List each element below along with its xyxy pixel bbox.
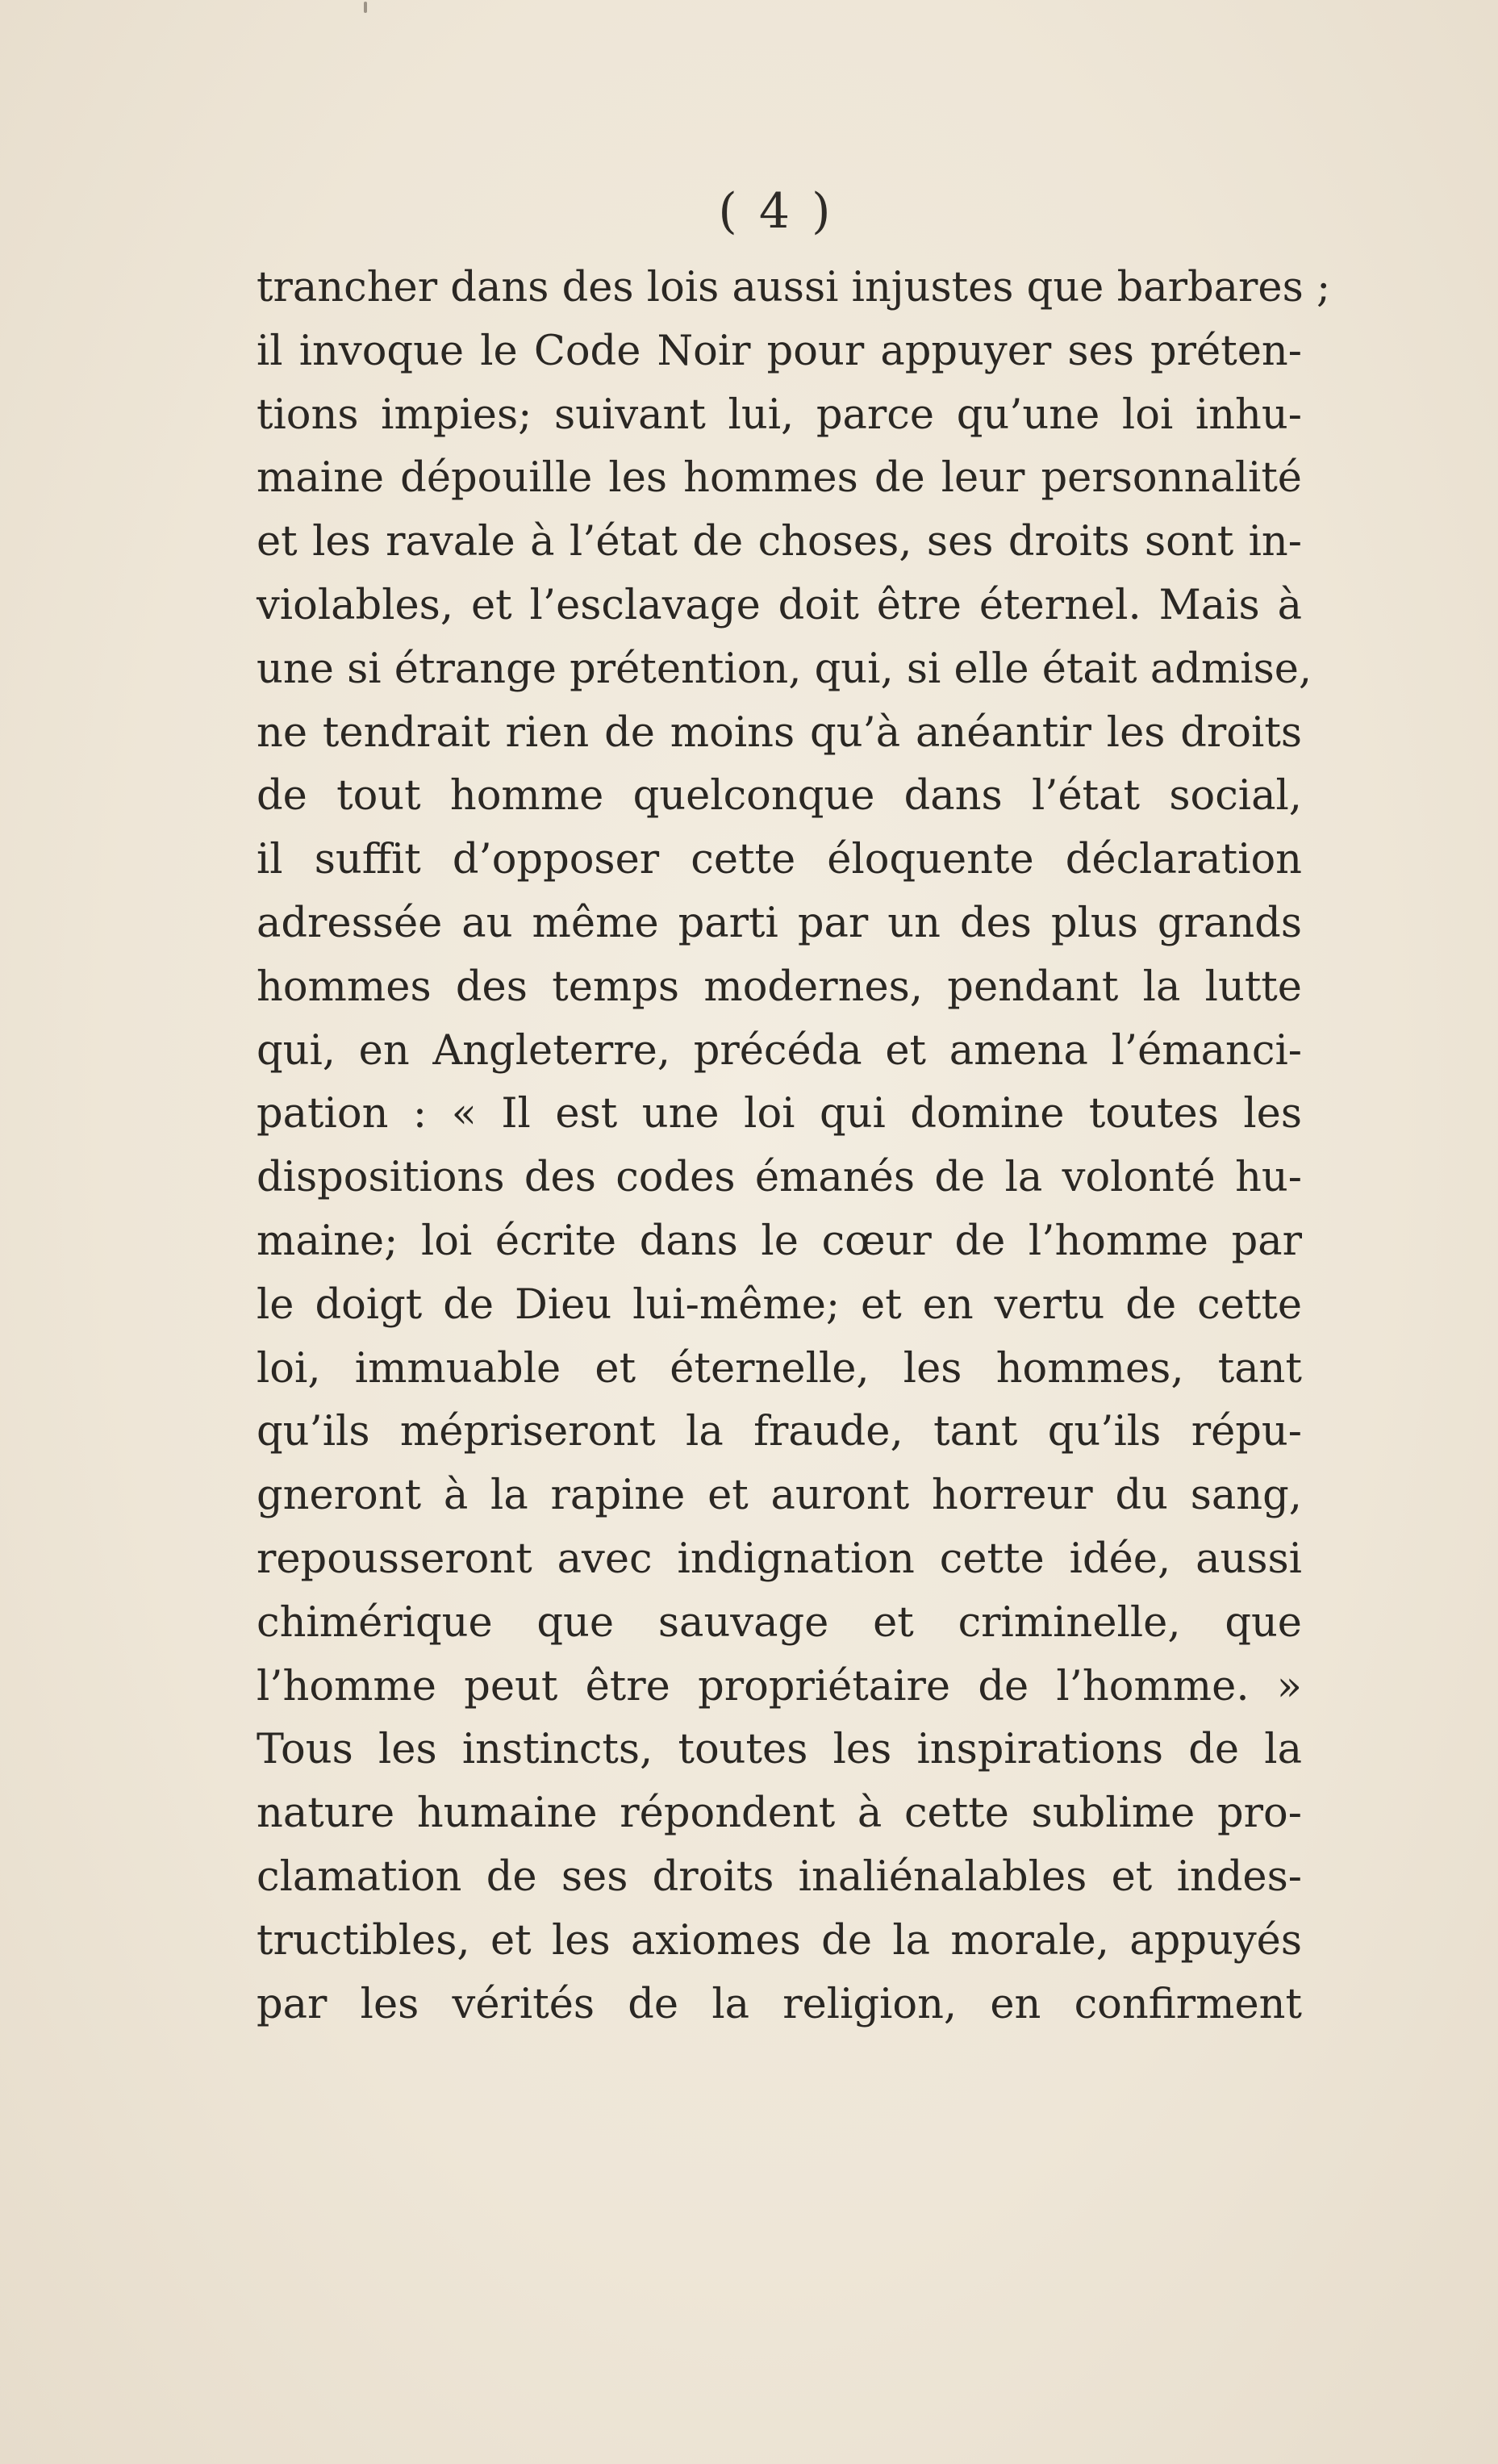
text-line: et les ravale à l’état de choses, ses droits sont in-: [257, 518, 1302, 566]
text-line: tions impies; suivant lui, parce qu’une loi inhu-: [257, 390, 1302, 439]
text-line: par les vérités de la religion, en confirment: [257, 1980, 1302, 2028]
text-line: de tout homme quelconque dans l’état social,: [257, 772, 1302, 821]
text-line: gneront à la rapine et auront horreur du sang,: [257, 1472, 1302, 1520]
ink-speck: [364, 2, 367, 13]
text-line: maine dépouille les hommes de leur personnalité: [257, 454, 1302, 503]
text-line: l’homme peut être propriétaire de l’homme. »: [257, 1662, 1302, 1710]
page-number: ( 4 ): [718, 183, 834, 240]
text-line: il invoque le Code Noir pour appuyer ses préten-: [257, 327, 1302, 375]
text-line: violables, et l’esclavage doit être éternel. Mais à: [257, 581, 1302, 629]
text-line: loi, immuable et éternelle, les hommes, tant: [257, 1344, 1302, 1393]
text-line: maine; loi écrite dans le cœur de l’homme par: [257, 1217, 1302, 1265]
text-line: le doigt de Dieu lui-même; et en vertu de cette: [257, 1280, 1302, 1329]
text-line: qui, en Angleterre, précéda et amena l’émanci-: [257, 1026, 1302, 1075]
text-line: pation : « Il est une loi qui domine toutes les: [257, 1090, 1302, 1138]
text-line: ne tendrait rien de moins qu’à anéantir les droits: [257, 708, 1302, 757]
text-line: adressée au même parti par un des plus grands: [257, 899, 1302, 947]
text-line: chimérique que sauvage et criminelle, que: [257, 1598, 1302, 1647]
text-line: hommes des temps modernes, pendant la lutte: [257, 963, 1302, 1011]
text-line: une si étrange prétention, qui, si elle était admise,: [257, 645, 1312, 693]
text-line: dispositions des codes émanés de la volonté hu-: [257, 1154, 1302, 1202]
text-line: clamation de ses droits inaliénalables et indes-: [257, 1852, 1302, 1901]
text-line: nature humaine répondent à cette sublime pro-: [257, 1790, 1302, 1838]
body-text: [257, 257, 1331, 2036]
text-line: tructibles, et les axiomes de la morale, appuyés: [257, 1916, 1302, 1965]
text-line: Tous les instincts, toutes les inspirations de la: [257, 1726, 1302, 1774]
text-line: repousseront avec indignation cette idée, aussi: [257, 1535, 1302, 1583]
text-line: trancher dans des lois aussi injustes que barbares ;: [257, 264, 1331, 311]
text-line: qu’ils mépriseront la fraude, tant qu’ils répu-: [257, 1408, 1302, 1456]
text-line: il suffit d’opposer cette éloquente déclaration: [257, 836, 1302, 884]
